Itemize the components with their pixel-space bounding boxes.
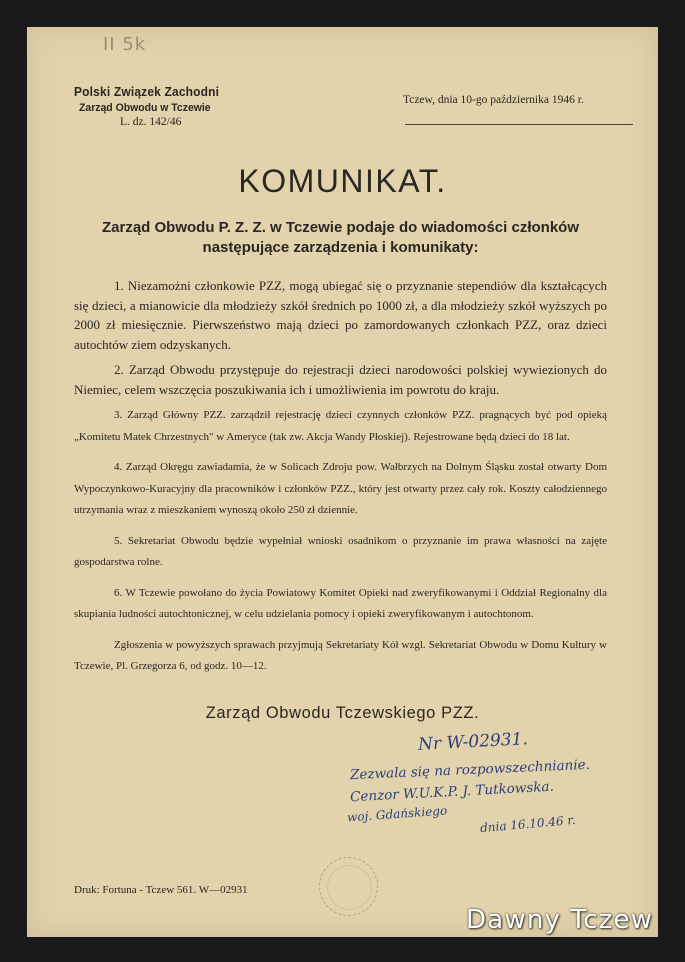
paragraph-2: 2. Zarząd Obwodu przystępuje do rejestracji dzieci narodowości polskiej wywiezionych do Niemiec, celem wszczęcia poszukiwania ich i umożliwienia im powrotu do kraju. — [74, 362, 607, 397]
paragraph-3: 3. Zarząd Główny PZZ. zarządził rejestrację dzieci czynnych członków PZZ. pragnących być pod opieką „Komitetu Matek Chrzestnych" w Ameryce (tak zw. Akcja Wandy Płoskiej). Rejestrowane będą dzieci do 18 lat. — [74, 409, 607, 443]
paragraph-1: 1. Niezamożni członkowie PZZ, mogą ubiegać się o przyznanie stependiów dla kształcących się dzieci, a mianowicie dla młodzieży szkół średnich po 1000 zł, a dla młodzieży szkół wyższych po 2000 zł miesięcznie. Pierwszeństwo mają dzieci po zamordowanych członkach PZZ, oraz dzieci autochtów ziem odzyskanych. — [74, 278, 607, 352]
handwritten-date: dnia 16.10.46 r. — [479, 812, 577, 836]
paragraph-5: 5. Sekretariat Obwodu będzie wypełniał wnioski osadnikom o przyznanie im prawa własności na zajęte gospodarstwa rolne. — [74, 534, 607, 568]
paragraph-6: 6. W Tczewie powołano do życia Powiatowy Komitet Opieki nad zweryfikowanymi i Oddział Regionalny dla skupiania ludności autochtonicznej, w celu udzielania pomocy i opieki zweryfikowanym i autochtonom. — [74, 586, 607, 620]
intro-text: Zarząd Obwodu P. Z. Z. w Tczewie podaje do wiadomości członków następujące zarządzenia i komunikaty: — [101, 219, 579, 256]
date-underline — [405, 124, 633, 125]
signature-line: Zarząd Obwodu Tczewskiego PZZ. — [205, 704, 480, 722]
date-line: Tczew, dnia 10-go października 1946 r. — [403, 94, 584, 106]
document-page — [27, 27, 658, 937]
paragraph-closing: Zgłoszenia w powyższych sprawach przyjmują Sekretariaty Kół wzgl. Sekretariat Obwodu w Domu Kultury w Tczewie, Pl. Grzegorza 6, od godz. 10—12. — [74, 638, 607, 672]
paragraph-4: 4. Zarząd Okręgu zawiadamia, że w Solicach Zdroju pow. Wałbrzych na Dolnym Śląsku został otwarty Dom Wypoczynkowo-Kuracyjny dla pracowników i członków PZZ., który jest otwarty przez cały rok. Koszty całodziennego utrzymania wraz z mieszkaniem wynoszą około 250 zł dziennie. — [74, 461, 607, 516]
watermark-dawny-tczew: Dawny Tczew — [466, 905, 654, 935]
document-title: KOMUNIKAT. — [238, 163, 447, 199]
document-body — [74, 276, 607, 678]
reference-number: L. dz. 142/46 — [120, 116, 182, 128]
handwritten-censor-number: Nr W-02931. — [417, 729, 529, 755]
pencil-archive-mark: II 5k — [103, 34, 147, 55]
handwritten-permission: Zezwala się na rozpowszechnianie. — [349, 756, 591, 784]
printer-imprint: Druk: Fortuna - Tczew 561. W—02931 — [74, 884, 248, 896]
handwritten-voivodeship: woj. Gdańskiego — [346, 803, 448, 825]
faded-stamp — [319, 857, 378, 916]
organization-subtitle: Zarząd Obwodu w Tczewie — [79, 102, 211, 114]
handwritten-censor-name: Cenzor W.U.K.P. J. Tutkowska. — [349, 778, 555, 806]
organization-name: Polski Związek Zachodni — [74, 84, 220, 99]
